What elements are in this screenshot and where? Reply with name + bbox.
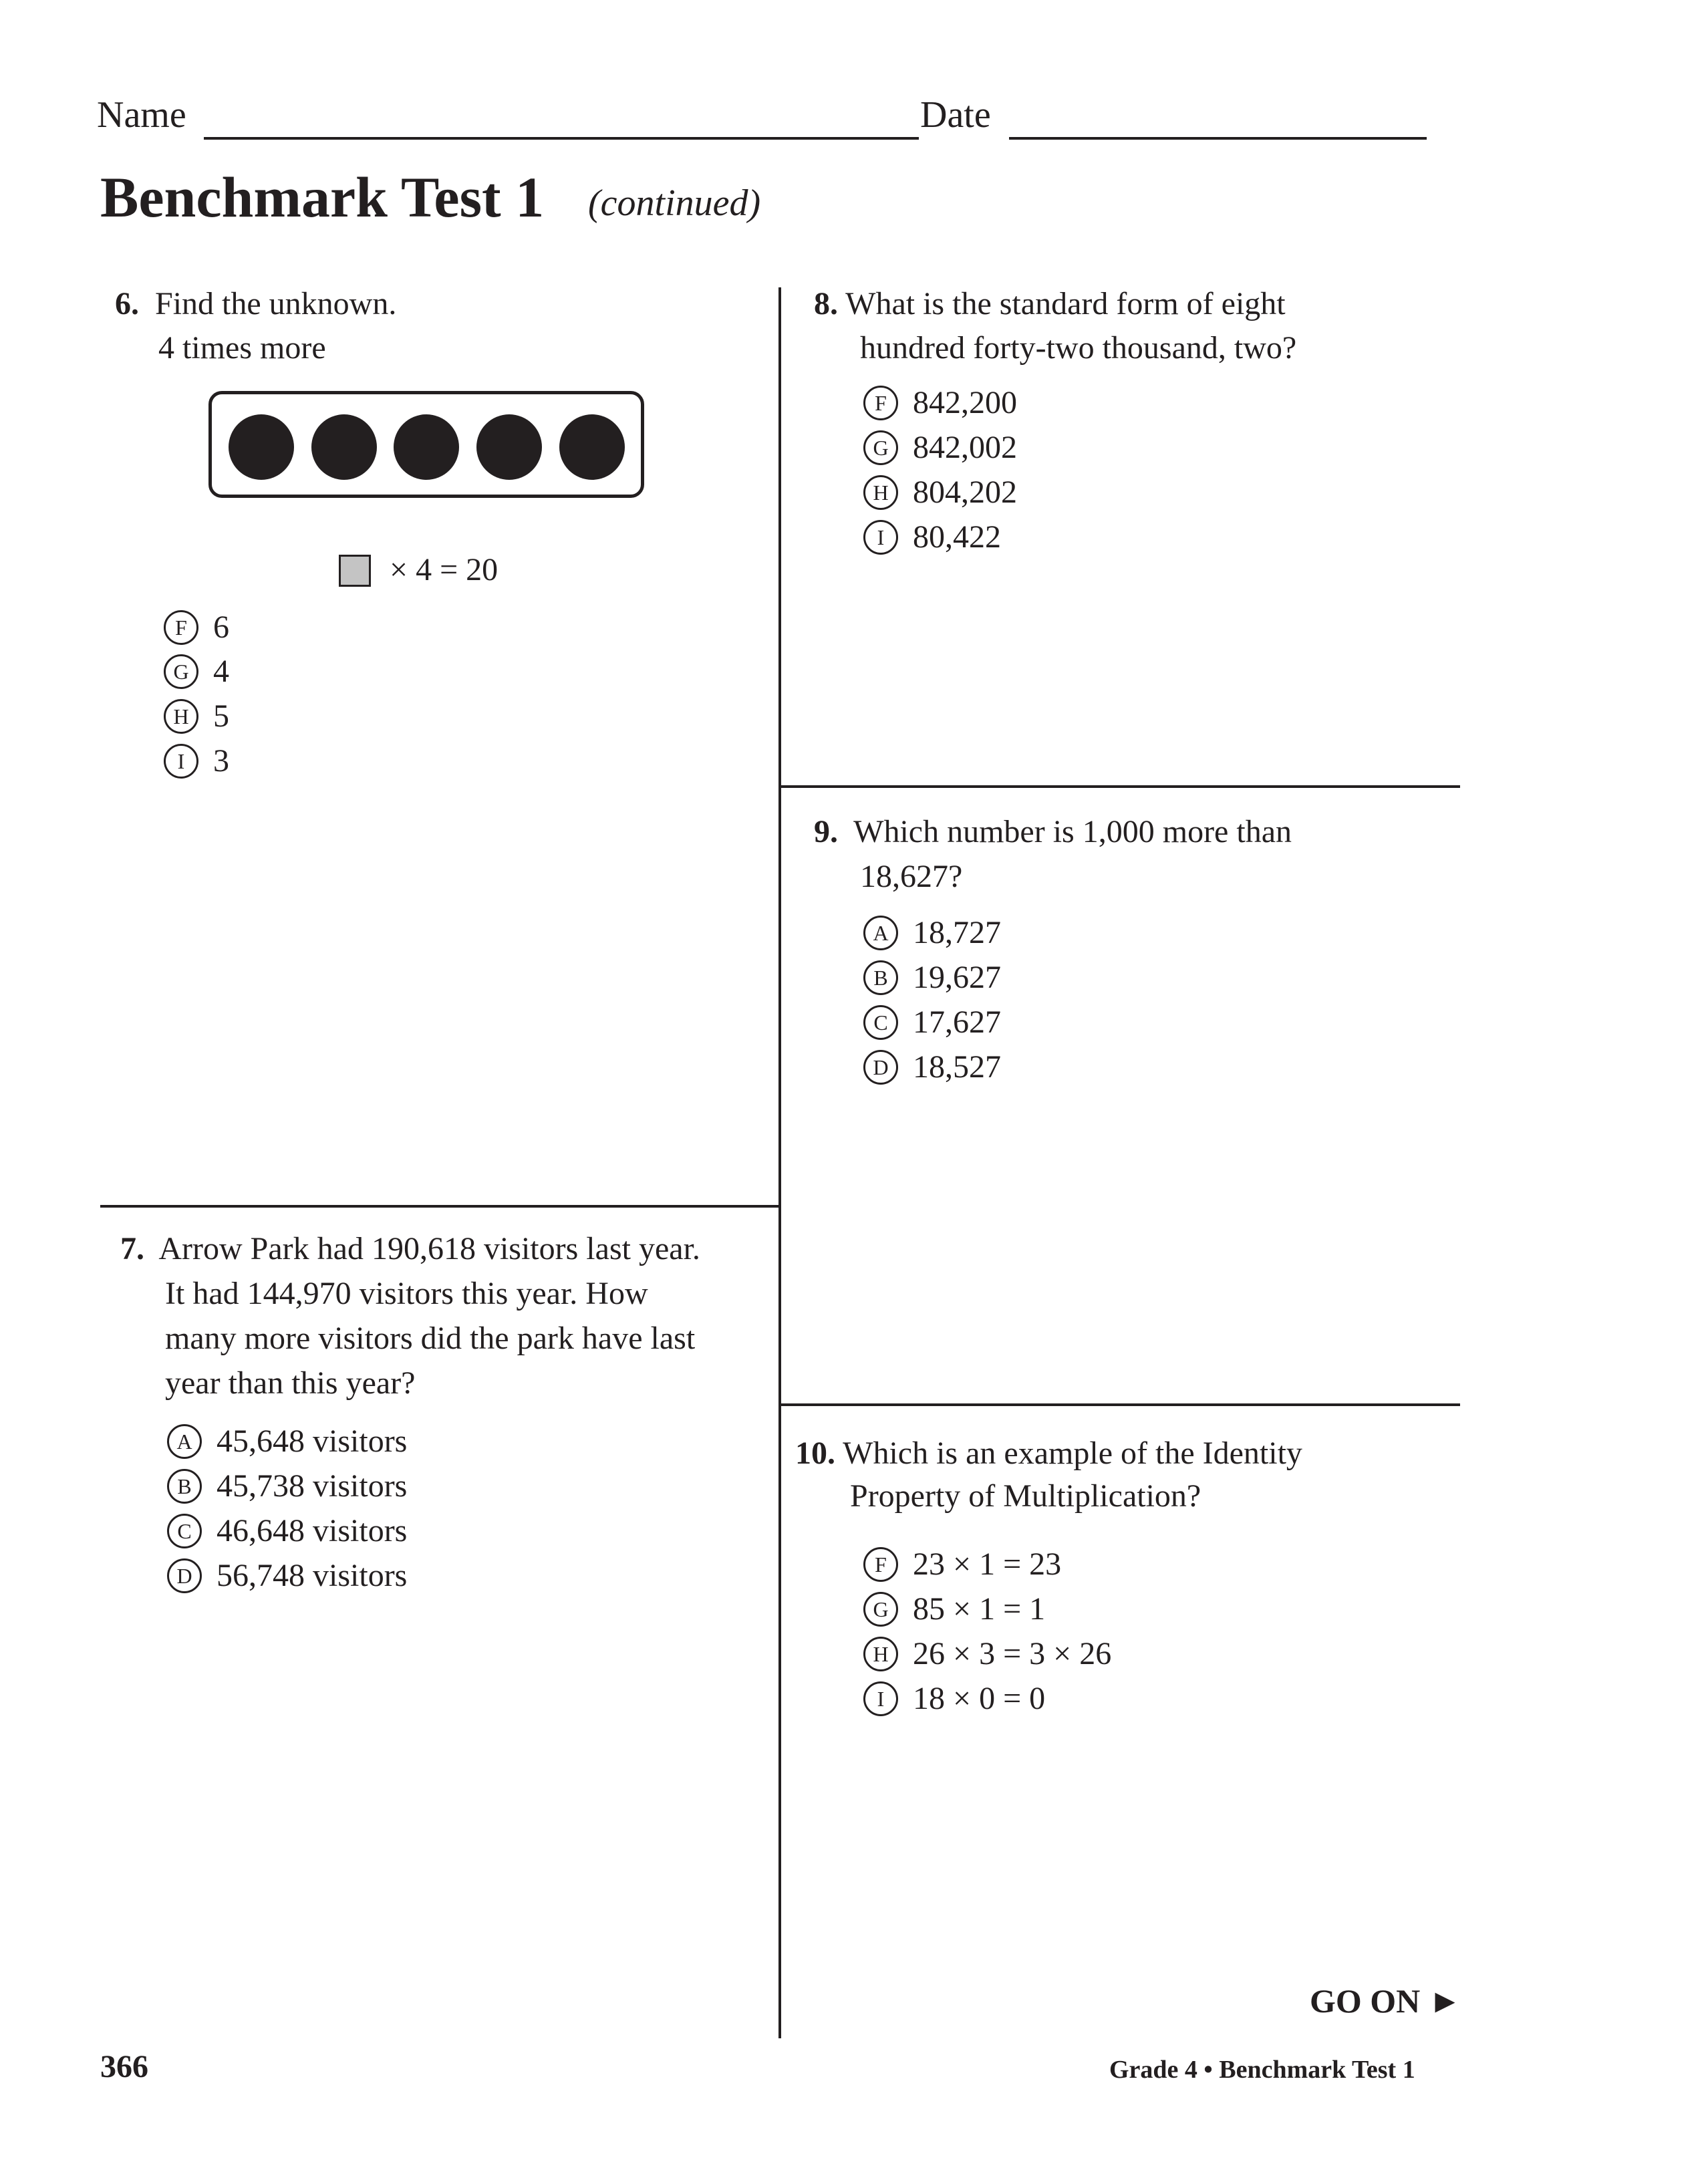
question-9-prompt [814, 810, 1292, 854]
answer-option-f[interactable] [863, 1542, 1061, 1587]
answer-option-a[interactable] [167, 1419, 407, 1464]
page-title: Benchmark Test 1 [100, 165, 545, 229]
answer-option-g[interactable] [863, 1587, 1045, 1631]
question-text: many more visitors did the park have last [165, 1321, 696, 1356]
answer-option-c[interactable] [863, 1000, 1001, 1045]
name-label: Name [97, 94, 186, 136]
answer-text: 80,422 [913, 519, 1001, 555]
question-10-prompt [795, 1431, 1302, 1476]
answer-bubble[interactable]: I [863, 520, 898, 555]
question-text: Find the unknown. [155, 286, 397, 321]
equation-text: × 4 = 20 [390, 552, 499, 587]
answer-bubble[interactable]: A [863, 916, 898, 950]
answer-option-i[interactable] [863, 515, 1001, 559]
answer-text: 45,738 visitors [217, 1468, 408, 1504]
answer-option-a[interactable] [863, 911, 1001, 955]
section-divider-q9-q10 [778, 1403, 1460, 1406]
answer-text: 46,648 visitors [217, 1513, 408, 1548]
answer-bubble[interactable]: G [164, 654, 198, 689]
answer-bubble[interactable]: B [167, 1469, 202, 1504]
answer-text: 45,648 visitors [217, 1423, 408, 1459]
question-text: year than this year? [165, 1365, 416, 1401]
question-text: Arrow Park had 190,618 visitors last year. [158, 1231, 700, 1266]
answer-bubble[interactable]: I [164, 744, 198, 779]
answer-bubble[interactable]: F [164, 610, 198, 645]
column-divider [778, 287, 781, 2038]
answer-text: 19,627 [913, 960, 1001, 995]
question-number: 6. [115, 286, 139, 321]
question-8-prompt [814, 282, 1286, 326]
section-divider-q8-q9 [778, 785, 1460, 788]
counter-dot [559, 414, 625, 480]
page-number: 366 [100, 2049, 148, 2084]
question-text: hundred forty-two thousand, two? [860, 330, 1297, 366]
question-number: 9. [814, 814, 838, 849]
answer-option-h[interactable] [863, 470, 1017, 515]
question-7-prompt [120, 1227, 700, 1271]
answer-text: 85 × 1 = 1 [913, 1591, 1046, 1627]
answer-text: 56,748 visitors [217, 1558, 408, 1593]
answer-option-h[interactable] [164, 694, 229, 738]
answer-bubble[interactable]: A [167, 1424, 202, 1459]
answer-option-h[interactable] [863, 1632, 1111, 1676]
counter-dot [394, 414, 459, 480]
answer-option-i[interactable] [863, 1677, 1045, 1721]
answer-bubble[interactable]: C [863, 1005, 898, 1040]
answer-bubble[interactable]: G [863, 1592, 898, 1627]
name-field[interactable] [204, 137, 919, 140]
answer-bubble[interactable]: F [863, 1547, 898, 1582]
question-text: 18,627? [860, 859, 963, 894]
answer-text: 6 [213, 609, 229, 645]
date-field[interactable] [1009, 137, 1427, 140]
answer-bubble[interactable]: F [863, 386, 898, 420]
answer-option-f[interactable] [164, 605, 229, 650]
counter-dot [311, 414, 377, 480]
answer-option-i[interactable] [164, 739, 229, 783]
answer-text: 5 [213, 698, 229, 734]
answer-option-c[interactable] [167, 1509, 407, 1553]
unknown-box [339, 555, 371, 587]
answer-option-d[interactable] [863, 1045, 1001, 1089]
question-text: What is the standard form of eight [845, 286, 1286, 321]
answer-bubble[interactable]: D [863, 1050, 898, 1085]
question-text: It had 144,970 visitors this year. How [165, 1276, 648, 1311]
answer-bubble[interactable]: B [863, 960, 898, 995]
answer-bubble[interactable]: C [167, 1514, 202, 1548]
question-number: 10. [795, 1436, 835, 1471]
question-6-prompt [115, 282, 396, 326]
answer-text: 23 × 1 = 23 [913, 1546, 1062, 1582]
question-number: 8. [814, 286, 838, 321]
answer-text: 26 × 3 = 3 × 26 [913, 1636, 1112, 1671]
answer-text: 4 [213, 654, 229, 689]
answer-text: 804,202 [913, 474, 1017, 510]
answer-bubble[interactable]: H [863, 475, 898, 510]
answer-option-d[interactable] [167, 1554, 407, 1598]
page-subtitle: (continued) [588, 182, 761, 224]
answer-text: 18,527 [913, 1049, 1001, 1085]
answer-text: 18 × 0 = 0 [913, 1681, 1046, 1716]
answer-option-f[interactable] [863, 381, 1017, 425]
question-number: 7. [120, 1231, 144, 1266]
answer-bubble[interactable]: H [863, 1637, 898, 1671]
answer-bubble[interactable]: H [164, 699, 198, 734]
answer-bubble[interactable]: G [863, 430, 898, 465]
section-divider-q6-q7 [100, 1205, 780, 1208]
answer-option-b[interactable] [863, 956, 1001, 1000]
question-text: Which number is 1,000 more than [853, 814, 1292, 849]
answer-option-g[interactable] [863, 426, 1017, 470]
answer-bubble[interactable]: I [863, 1681, 898, 1716]
answer-option-b[interactable] [167, 1464, 407, 1508]
footer-caption: Grade 4 • Benchmark Test 1 [1109, 2056, 1415, 2084]
counter-model-box [208, 391, 644, 498]
question-text: Property of Multiplication? [850, 1478, 1201, 1514]
answer-text: 18,727 [913, 915, 1001, 950]
question-6-subprompt: 4 times more [158, 330, 326, 366]
answer-option-g[interactable] [164, 650, 229, 694]
answer-text: 17,627 [913, 1004, 1001, 1040]
counter-dot [229, 414, 294, 480]
counter-dot [476, 414, 542, 480]
date-label: Date [920, 94, 991, 136]
answer-text: 3 [213, 743, 229, 779]
go-on-indicator: GO ON ► [1310, 1982, 1462, 2020]
answer-bubble[interactable]: D [167, 1558, 202, 1593]
answer-text: 842,200 [913, 385, 1017, 420]
answer-text: 842,002 [913, 430, 1017, 465]
question-text: Which is an example of the Identity [843, 1436, 1302, 1471]
